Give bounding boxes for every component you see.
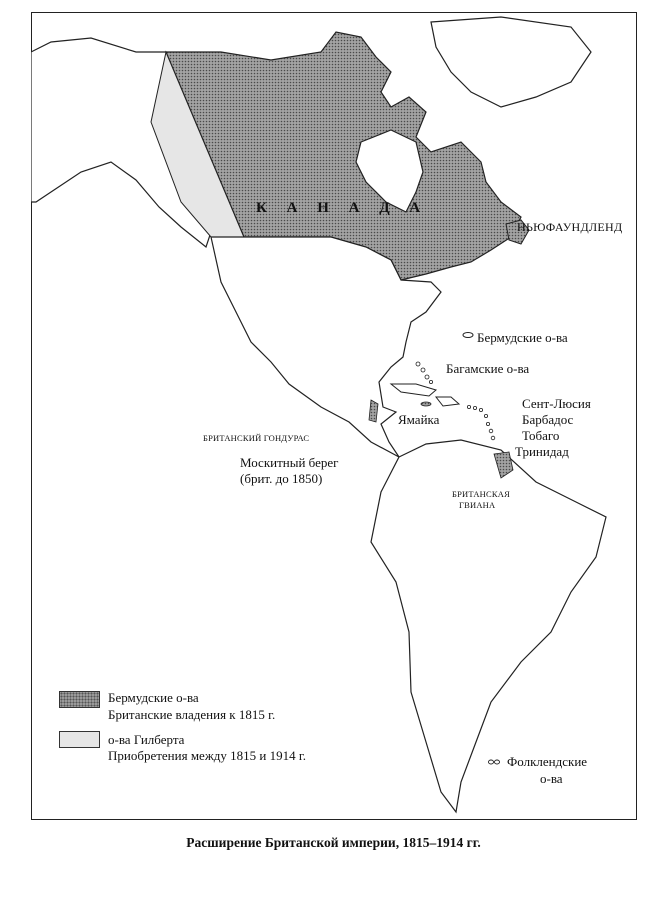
bahamas-label: Багамские о-ва	[446, 361, 530, 376]
canada-label: К А Н А Д А	[256, 200, 429, 216]
tobago-label: Тобаго	[522, 428, 560, 443]
mosquito-coast-label: Москитный берег	[240, 455, 339, 470]
st-lucia-label: Сент-Люсия	[522, 396, 591, 411]
barbados-label: Барбадос	[522, 412, 574, 427]
bahamas-islands	[416, 362, 433, 384]
british-honduras-region	[369, 400, 378, 422]
map-caption: Расширение Британской империи, 1815–1914 гг.	[186, 835, 481, 850]
trinidad-label: Тринидад	[515, 444, 569, 459]
newfoundland-label: НЬЮФАУНДЛЕНД	[517, 220, 623, 234]
falklands-label-1: Фолклендские	[507, 754, 588, 769]
jamaica-island	[421, 402, 431, 406]
bermuda-label: Бермудские о-ва	[477, 330, 568, 345]
falkland-islands	[489, 760, 500, 764]
legend-swatch-1815	[59, 691, 100, 708]
bermuda-island	[463, 333, 473, 338]
greenland	[431, 17, 591, 107]
british-guiana-label-2: ГВИАНА	[459, 500, 496, 510]
legend-item2-desc: Приобретения между 1815 и 1914 г.	[108, 748, 306, 763]
legend-swatch-1815-1914	[59, 731, 100, 748]
jamaica-label: Ямайка	[398, 412, 440, 427]
british-honduras-label: БРИТАНСКИЙ ГОНДУРАС	[203, 433, 310, 443]
lesser-antilles	[467, 405, 494, 439]
cuba	[391, 384, 436, 396]
legend-item1-desc: Британские владения к 1815 г.	[108, 707, 276, 722]
hispaniola	[436, 397, 459, 406]
legend-item2-title: о-ва Гилберта	[108, 732, 185, 747]
british-guiana-label-1: БРИТАНСКАЯ	[452, 489, 510, 499]
legend-item1-title: Бермудские о-ва	[108, 690, 199, 705]
mosquito-coast-note: (брит. до 1850)	[240, 471, 323, 486]
falklands-label-2: о-ва	[540, 771, 563, 786]
